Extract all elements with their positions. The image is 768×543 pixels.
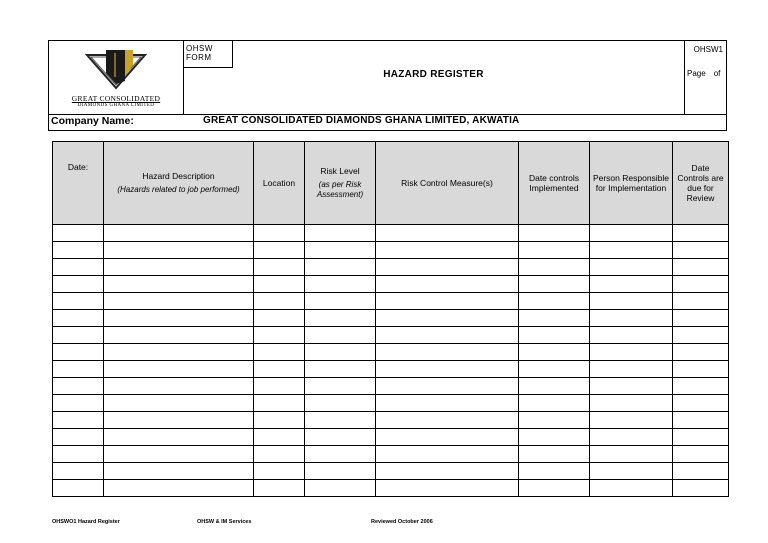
- table-cell[interactable]: [590, 242, 673, 259]
- table-row: [53, 293, 729, 310]
- table-header-row: [53, 142, 729, 225]
- table-cell[interactable]: [254, 429, 305, 446]
- table-row: [53, 242, 729, 259]
- table-cell[interactable]: [254, 310, 305, 327]
- table-cell[interactable]: [590, 395, 673, 412]
- table-cell[interactable]: [673, 225, 729, 242]
- company-logo: [49, 41, 184, 115]
- hazard-table: [52, 141, 729, 497]
- table-cell[interactable]: [673, 463, 729, 480]
- col-person-label: Person Responsible for Implementation: [592, 173, 670, 193]
- table-cell[interactable]: [590, 310, 673, 327]
- table-cell[interactable]: [305, 412, 376, 429]
- table-cell[interactable]: [590, 412, 673, 429]
- table-row: [53, 446, 729, 463]
- page-number: [687, 69, 728, 78]
- table-row: [53, 225, 729, 242]
- table-cell[interactable]: [305, 344, 376, 361]
- table-cell[interactable]: [254, 293, 305, 310]
- table-cell[interactable]: [673, 480, 729, 497]
- table-cell[interactable]: [590, 327, 673, 344]
- col-risk-note: (as per Risk Assessment): [316, 180, 364, 199]
- table-cell[interactable]: [590, 378, 673, 395]
- table-cell[interactable]: [519, 412, 590, 429]
- table-cell[interactable]: [590, 259, 673, 276]
- col-date-label: Date:: [67, 162, 89, 172]
- logo-sub: DIAMONDS GHANA LIMITED: [77, 103, 155, 108]
- col-hazard-note: (Hazards related to job performed): [117, 185, 240, 194]
- table-row: [53, 412, 729, 429]
- table-cell[interactable]: [254, 361, 305, 378]
- table-cell[interactable]: [519, 259, 590, 276]
- table-cell[interactable]: [254, 344, 305, 361]
- form-label-line2: FORM: [186, 53, 212, 62]
- table-cell[interactable]: [376, 480, 519, 497]
- company-label: Company Name:: [51, 115, 134, 127]
- table-cell[interactable]: [305, 259, 376, 276]
- table-cell[interactable]: [305, 395, 376, 412]
- col-review-label: Date Controls are due for Review: [677, 163, 724, 203]
- table-cell[interactable]: [104, 276, 254, 293]
- footer-right: Reviewed October 2006: [371, 519, 433, 525]
- table-row: [53, 344, 729, 361]
- table-cell[interactable]: [376, 242, 519, 259]
- company-row: [48, 114, 727, 131]
- table-cell[interactable]: [53, 412, 104, 429]
- table-cell[interactable]: [53, 225, 104, 242]
- table-cell[interactable]: [254, 446, 305, 463]
- table-cell[interactable]: [673, 412, 729, 429]
- table-cell[interactable]: [53, 463, 104, 480]
- table-row: [53, 395, 729, 412]
- table-cell[interactable]: [305, 310, 376, 327]
- table-cell[interactable]: [104, 361, 254, 378]
- table-cell[interactable]: [376, 344, 519, 361]
- table-cell[interactable]: [376, 259, 519, 276]
- table-cell[interactable]: [673, 344, 729, 361]
- table-cell[interactable]: [519, 429, 590, 446]
- table-row: [53, 463, 729, 480]
- table-cell[interactable]: [254, 395, 305, 412]
- table-cell[interactable]: [53, 310, 104, 327]
- table-cell[interactable]: [673, 429, 729, 446]
- table-cell[interactable]: [376, 293, 519, 310]
- table-cell[interactable]: [104, 242, 254, 259]
- table-cell[interactable]: [519, 344, 590, 361]
- table-cell[interactable]: [104, 429, 254, 446]
- table-cell[interactable]: [590, 361, 673, 378]
- col-risk: [305, 142, 376, 225]
- table-cell[interactable]: [104, 412, 254, 429]
- table-cell[interactable]: [519, 293, 590, 310]
- table-cell[interactable]: [254, 276, 305, 293]
- table-cell[interactable]: [104, 293, 254, 310]
- table-cell[interactable]: [53, 276, 104, 293]
- table-body: [53, 225, 729, 497]
- page-label: Page: [687, 69, 706, 78]
- table-cell[interactable]: [254, 259, 305, 276]
- table-cell[interactable]: [376, 225, 519, 242]
- table-cell[interactable]: [104, 463, 254, 480]
- logo-name: GREAT CONSOLIDATED: [71, 94, 161, 103]
- table-cell[interactable]: [673, 446, 729, 463]
- table-cell[interactable]: [104, 446, 254, 463]
- col-implemented: [519, 142, 590, 225]
- table-cell[interactable]: [376, 276, 519, 293]
- table-cell[interactable]: [519, 463, 590, 480]
- table-cell[interactable]: [254, 412, 305, 429]
- table-cell[interactable]: [53, 378, 104, 395]
- table-cell[interactable]: [254, 327, 305, 344]
- table-cell[interactable]: [519, 395, 590, 412]
- table-cell[interactable]: [104, 395, 254, 412]
- table-cell[interactable]: [104, 344, 254, 361]
- table-cell[interactable]: [590, 429, 673, 446]
- table-cell[interactable]: [305, 463, 376, 480]
- table-cell[interactable]: [305, 480, 376, 497]
- table-row: [53, 480, 729, 497]
- table-cell[interactable]: [519, 276, 590, 293]
- col-person: [590, 142, 673, 225]
- table-cell[interactable]: [305, 276, 376, 293]
- of-label: of: [713, 69, 721, 78]
- table-cell[interactable]: [53, 480, 104, 497]
- table-cell[interactable]: [254, 463, 305, 480]
- table-cell[interactable]: [53, 395, 104, 412]
- table-cell[interactable]: [53, 429, 104, 446]
- table-cell[interactable]: [305, 242, 376, 259]
- table-cell[interactable]: [590, 293, 673, 310]
- header-blank-cell: [233, 41, 685, 68]
- table-cell[interactable]: [254, 225, 305, 242]
- form-header: [48, 40, 727, 115]
- table-cell[interactable]: [254, 242, 305, 259]
- table-cell[interactable]: [305, 361, 376, 378]
- table-cell[interactable]: [376, 327, 519, 344]
- form-label-line1: OHSW: [186, 44, 213, 53]
- table-row: [53, 276, 729, 293]
- table-cell[interactable]: [376, 361, 519, 378]
- col-date: [53, 142, 104, 225]
- company-name: GREAT CONSOLIDATED DIAMONDS GHANA LIMITED, AKWATIA: [203, 115, 520, 126]
- table-cell[interactable]: [305, 429, 376, 446]
- table-cell[interactable]: [519, 225, 590, 242]
- col-location-label: Location: [262, 178, 296, 188]
- table-cell[interactable]: [376, 463, 519, 480]
- col-hazard-label: Hazard Description: [142, 171, 215, 181]
- table-cell[interactable]: [590, 463, 673, 480]
- table-cell[interactable]: [590, 225, 673, 242]
- table-row: [53, 361, 729, 378]
- table-cell[interactable]: [673, 242, 729, 259]
- table-cell[interactable]: [53, 242, 104, 259]
- table-cell[interactable]: [376, 446, 519, 463]
- table-cell[interactable]: [519, 361, 590, 378]
- table-row: [53, 259, 729, 276]
- col-control: [376, 142, 519, 225]
- table-cell[interactable]: [376, 412, 519, 429]
- footer-middle: OHSW & IM Services: [197, 519, 252, 525]
- form-type-label: [183, 41, 233, 68]
- col-hazard: [104, 142, 254, 225]
- diamond-logo-icon: [49, 41, 183, 93]
- table-cell[interactable]: [305, 293, 376, 310]
- table-cell[interactable]: [673, 395, 729, 412]
- table-cell[interactable]: [53, 293, 104, 310]
- title-cell: [183, 68, 685, 115]
- table-cell[interactable]: [673, 361, 729, 378]
- table-cell[interactable]: [376, 395, 519, 412]
- table-cell[interactable]: [519, 327, 590, 344]
- table-cell[interactable]: [590, 446, 673, 463]
- table-cell[interactable]: [673, 293, 729, 310]
- table-cell[interactable]: [673, 310, 729, 327]
- table-cell[interactable]: [673, 327, 729, 344]
- table-cell[interactable]: [104, 310, 254, 327]
- page-title: HAZARD REGISTER: [383, 69, 484, 80]
- table-row: [53, 378, 729, 395]
- table-cell[interactable]: [590, 344, 673, 361]
- col-implemented-label: Date controls Implemented: [528, 173, 580, 193]
- table-cell[interactable]: [53, 259, 104, 276]
- table-cell[interactable]: [590, 480, 673, 497]
- col-control-label: Risk Control Measure(s): [401, 178, 493, 188]
- table-cell[interactable]: [305, 327, 376, 344]
- col-risk-label: Risk Level: [320, 166, 360, 176]
- table-cell[interactable]: [104, 259, 254, 276]
- table-cell[interactable]: [305, 378, 376, 395]
- table-cell[interactable]: [53, 327, 104, 344]
- table-cell[interactable]: [673, 259, 729, 276]
- table-row: [53, 310, 729, 327]
- table-cell[interactable]: [104, 480, 254, 497]
- table-cell[interactable]: [590, 276, 673, 293]
- table-cell[interactable]: [376, 429, 519, 446]
- table-cell[interactable]: [254, 480, 305, 497]
- footer-left: OHSWO1 Hazard Register: [52, 519, 120, 525]
- table-cell[interactable]: [53, 344, 104, 361]
- table-cell[interactable]: [254, 378, 305, 395]
- table-cell[interactable]: [376, 310, 519, 327]
- col-location: [254, 142, 305, 225]
- table-cell[interactable]: [519, 480, 590, 497]
- table-cell[interactable]: [673, 378, 729, 395]
- table-cell[interactable]: [53, 361, 104, 378]
- table-cell[interactable]: [519, 310, 590, 327]
- table-cell[interactable]: [104, 378, 254, 395]
- table-row: [53, 429, 729, 446]
- table-cell[interactable]: [104, 327, 254, 344]
- table-cell[interactable]: [104, 225, 254, 242]
- table-cell[interactable]: [53, 446, 104, 463]
- table-cell[interactable]: [519, 242, 590, 259]
- table-cell[interactable]: [673, 276, 729, 293]
- table-cell[interactable]: [305, 225, 376, 242]
- table-cell[interactable]: [305, 446, 376, 463]
- table-cell[interactable]: [519, 446, 590, 463]
- table-cell[interactable]: [376, 378, 519, 395]
- table-row: [53, 327, 729, 344]
- table-cell[interactable]: [519, 378, 590, 395]
- form-code: OHSW1: [693, 45, 723, 54]
- col-review: [673, 142, 729, 225]
